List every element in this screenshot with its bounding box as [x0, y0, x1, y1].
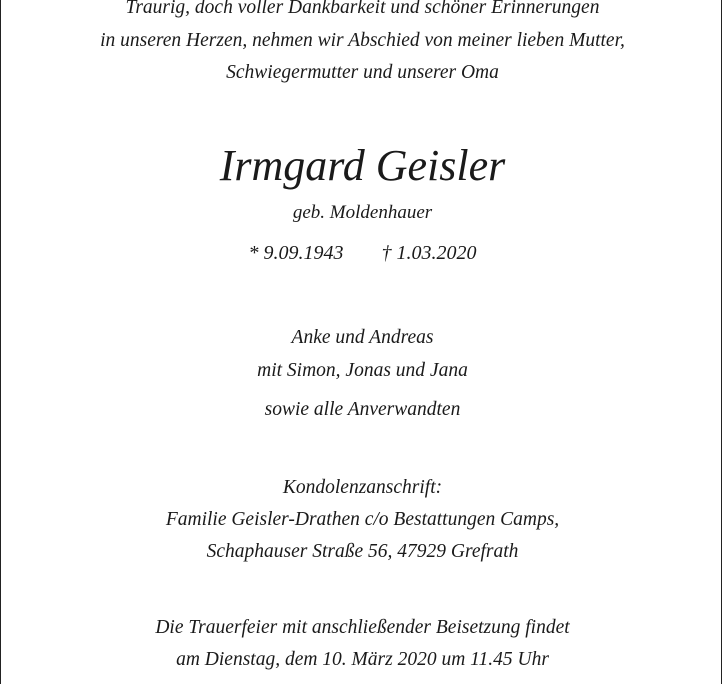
condolence-line-2: Schaphauser Straße 56, 47929 Grefrath: [206, 541, 519, 562]
birth-name: geb. Moldenhauer: [292, 202, 433, 223]
intro-line-3: Schwiegermutter und unserer Oma: [226, 62, 499, 83]
mourners-line-2: mit Simon, Jonas und Jana: [257, 360, 468, 381]
mourners-line-3: sowie alle Anverwandten: [264, 399, 461, 420]
life-dates: [0, 243, 725, 263]
intro-line-1: Traurig, doch voller Dankbarkeit und schöner Erinnerungen: [125, 0, 600, 18]
service-line-2: am Dienstag, dem 10. März 2020 um 11.45 Uhr: [176, 649, 549, 670]
condolence-line-1: Familie Geisler-Drathen c/o Bestattungen Camps,: [165, 509, 560, 530]
deceased-name: Irmgard Geisler: [219, 141, 506, 190]
mourners-line-1: Anke und Andreas: [291, 327, 434, 348]
intro-line-2: in unseren Herzen, nehmen wir Abschied von meiner lieben Mutter,: [100, 30, 625, 51]
service-line-1: Die Trauerfeier mit anschließender Beisetzung findet: [155, 617, 570, 638]
condolence-heading: Kondolenzanschrift:: [282, 477, 443, 498]
birth-date: * 9.09.1943: [248, 242, 344, 264]
death-date: † 1.03.2020: [381, 242, 477, 264]
